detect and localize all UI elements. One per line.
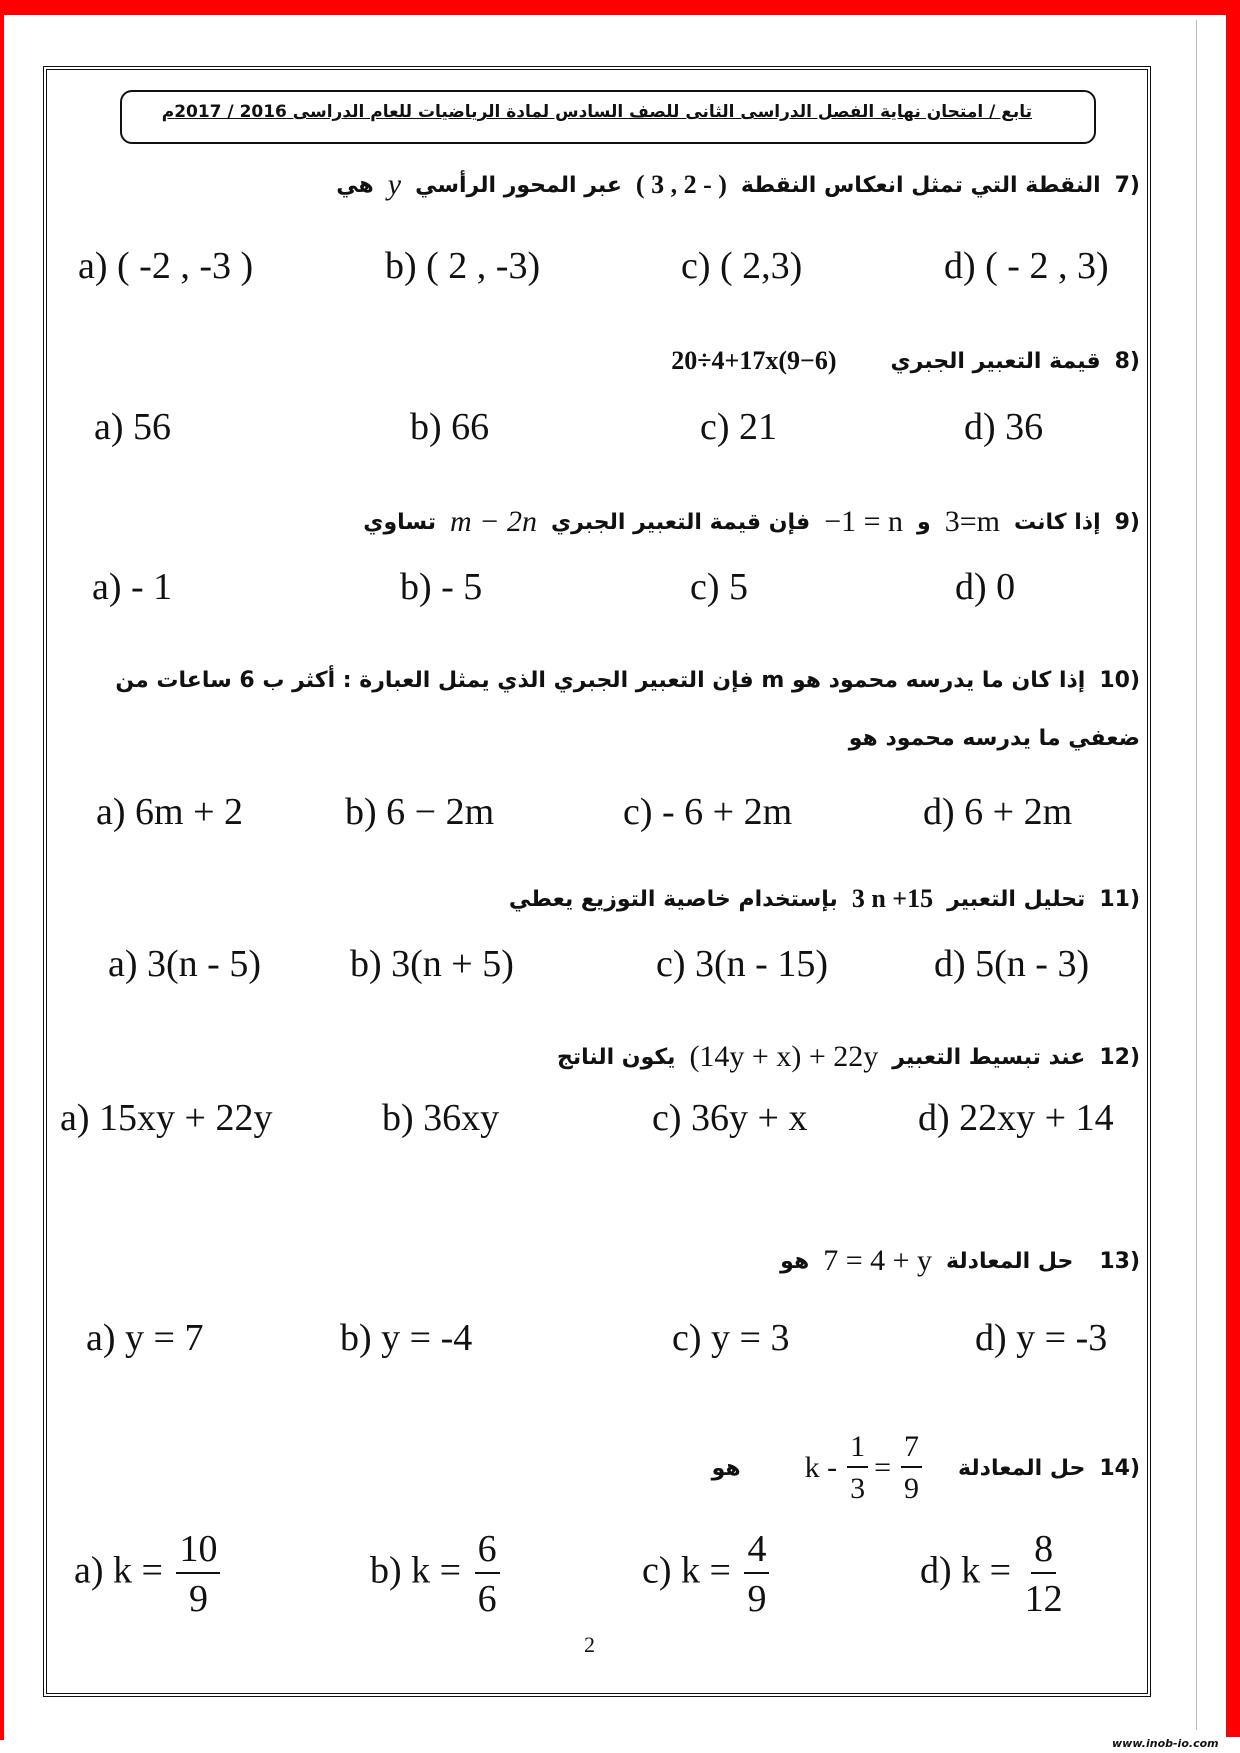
- option-label: b) k =: [370, 1549, 462, 1592]
- watermark-url: www.inob-io.com: [1112, 1737, 1219, 1750]
- question-text: عبر المحور الرأسي: [415, 172, 622, 198]
- option-d[interactable]: d) 22xy + 14: [918, 1097, 1114, 1139]
- option-c[interactable]: c) - 6 + 2m: [623, 791, 793, 833]
- math-expression: m − 2n: [450, 505, 537, 538]
- question-10: [115, 668, 1140, 693]
- option-d[interactable]: d) 36: [964, 406, 1044, 448]
- red-left-bar: [0, 0, 4, 1740]
- math-expression: (14y + x) + 22y: [689, 1040, 879, 1073]
- question-number: 11): [1099, 886, 1140, 912]
- math-expression: 7 = 4 + y: [823, 1244, 933, 1277]
- option-a[interactable]: a) 6m + 2: [96, 791, 244, 833]
- numerator: 10: [176, 1530, 220, 1574]
- question-text: حل المعادلة: [946, 1248, 1074, 1274]
- option-b[interactable]: b) 66: [410, 406, 490, 448]
- option-c[interactable]: c) ( 2,3): [681, 245, 803, 287]
- math-expression: 3=m: [944, 505, 1000, 538]
- fraction: [1025, 1530, 1063, 1618]
- question-text: يكون الناتج: [556, 1044, 676, 1070]
- option-a[interactable]: a) y = 7: [86, 1317, 204, 1359]
- fraction: [744, 1530, 769, 1618]
- question-text: فإن قيمة التعبير الجبري: [550, 509, 811, 535]
- exam-header-title: تابع / امتحان نهاية الفصل الدراسى الثانى للصف السادس لمادة الرياضيات للعام الدراسى 2016 / 2017م: [161, 102, 1032, 122]
- option-c[interactable]: c) 3(n - 15): [656, 943, 828, 985]
- option-d[interactable]: [920, 1530, 1063, 1618]
- denominator: 9: [904, 1472, 920, 1505]
- option-a[interactable]: a) ( -2 , -3 ): [78, 245, 254, 287]
- question-number: 10): [1099, 668, 1140, 693]
- scan-line: [1196, 20, 1197, 1730]
- question-14: [712, 1432, 1140, 1504]
- question-text: تحليل التعبير: [947, 886, 1086, 912]
- question-text: هو: [711, 1455, 741, 1481]
- question-7: [336, 168, 1140, 202]
- question-text: عند تبسيط التعبير: [892, 1044, 1086, 1070]
- math-text: k -: [804, 1451, 838, 1484]
- math-expression: −1 = n: [824, 505, 904, 538]
- option-c[interactable]: c) 36y + x: [652, 1097, 808, 1139]
- fraction: [475, 1530, 500, 1618]
- red-top-bar: [0, 0, 1240, 15]
- fraction: [847, 1432, 868, 1504]
- numerator: 4: [744, 1530, 769, 1574]
- question-text: قيمة التعبير الجبري: [890, 348, 1101, 374]
- option-c[interactable]: [642, 1530, 769, 1618]
- question-12: [557, 1040, 1140, 1074]
- question-number: 12): [1099, 1044, 1140, 1070]
- question-text: إذا كانت: [1013, 509, 1101, 535]
- exam-header: [120, 90, 1096, 144]
- question-text: هي: [336, 172, 374, 198]
- question-number: 13): [1099, 1248, 1140, 1274]
- question-number: 9): [1114, 509, 1140, 535]
- option-a[interactable]: a) 3(n - 5): [108, 943, 261, 985]
- question-text: و: [917, 509, 931, 535]
- option-c[interactable]: c) 5: [690, 566, 749, 608]
- option-b[interactable]: b) 3(n + 5): [350, 943, 514, 985]
- fraction: [176, 1530, 220, 1618]
- question-text: بإستخدام خاصية التوزيع يعطي: [508, 886, 838, 912]
- option-b[interactable]: [370, 1530, 500, 1618]
- option-b[interactable]: b) 36xy: [382, 1097, 500, 1139]
- option-b[interactable]: b) - 5: [400, 566, 483, 608]
- option-c[interactable]: c) y = 3: [672, 1317, 790, 1359]
- question-13: [780, 1244, 1140, 1278]
- option-label: c) k =: [642, 1549, 731, 1592]
- numerator: 8: [1031, 1530, 1056, 1574]
- equation: [805, 1432, 922, 1504]
- question-text: هو: [780, 1248, 810, 1274]
- math-variable: y: [387, 168, 402, 201]
- question-text: إذا كان ما يدرسه محمود هو m فإن التعبير الجبري الذي يمثل العبارة : أكثر ب 6 ساعات من: [115, 668, 1086, 693]
- denominator: 12: [1024, 1578, 1063, 1620]
- equals-sign: =: [874, 1451, 892, 1484]
- question-text: النقطة التي تمثل انعكاس النقطة: [740, 172, 1101, 198]
- question-8: [671, 346, 1140, 376]
- option-a[interactable]: a) 56: [94, 406, 172, 448]
- option-b[interactable]: b) 6 − 2m: [345, 791, 495, 833]
- option-d[interactable]: d) 0: [955, 566, 1016, 608]
- option-b[interactable]: b) y = -4: [340, 1317, 473, 1359]
- option-label: a) k =: [74, 1549, 163, 1592]
- math-expression: 3 n +15: [851, 884, 934, 913]
- option-d[interactable]: d) 5(n - 3): [934, 943, 1090, 985]
- page-number: 2: [584, 1632, 595, 1657]
- denominator: 9: [747, 1578, 767, 1620]
- option-d[interactable]: d) ( - 2 , 3): [944, 245, 1109, 287]
- option-a[interactable]: a) - 1: [92, 566, 173, 608]
- option-b[interactable]: b) ( 2 , -3): [385, 245, 541, 287]
- question-11: [509, 884, 1140, 914]
- numerator: 7: [901, 1432, 922, 1468]
- option-d[interactable]: d) 6 + 2m: [923, 791, 1073, 833]
- question-10-line-2: ضعفي ما يدرسه محمود هو: [848, 726, 1140, 751]
- question-number: 14): [1099, 1455, 1140, 1481]
- question-text: حل المعادلة: [958, 1455, 1086, 1481]
- numerator: 1: [847, 1432, 868, 1468]
- math-expression: ( 3 , 2 - ): [635, 170, 727, 199]
- option-a[interactable]: a) 15xy + 22y: [60, 1097, 273, 1139]
- denominator: 3: [850, 1472, 866, 1505]
- option-label: d) k =: [920, 1549, 1012, 1592]
- option-c[interactable]: c) 21: [700, 406, 778, 448]
- option-d[interactable]: d) y = -3: [975, 1317, 1108, 1359]
- question-9: [363, 505, 1140, 539]
- denominator: 6: [477, 1578, 497, 1620]
- red-right-bar: [1226, 0, 1240, 1737]
- denominator: 9: [188, 1578, 208, 1620]
- question-text: تساوي: [363, 509, 437, 535]
- fraction: [901, 1432, 922, 1504]
- numerator: 6: [475, 1530, 500, 1574]
- math-expression: 20÷4+17x(9−6): [671, 346, 837, 375]
- question-number: 7): [1114, 172, 1140, 198]
- option-a[interactable]: [74, 1530, 220, 1618]
- question-number: 8): [1114, 348, 1140, 374]
